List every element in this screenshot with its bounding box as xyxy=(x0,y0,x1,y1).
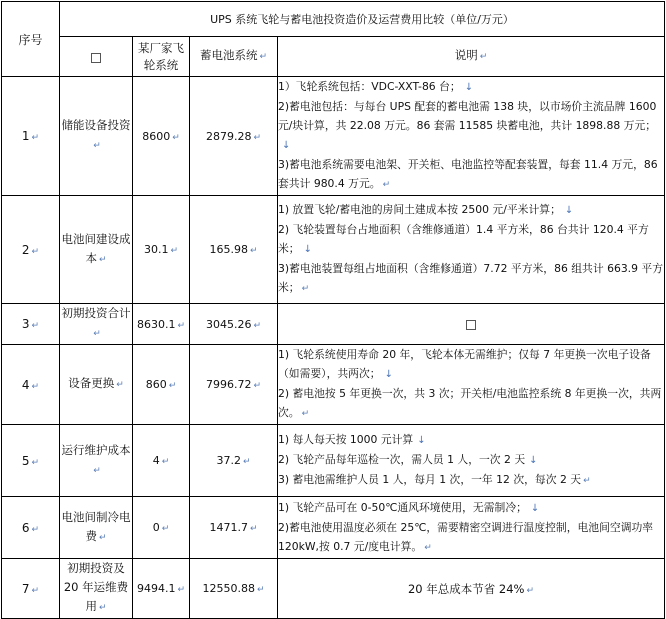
row-flywheel-value: 8630.1 ↵ xyxy=(133,304,190,345)
header-desc: 说明 ↵ xyxy=(278,37,665,77)
row-battery-value: 1471.7 ↵ xyxy=(190,497,278,559)
checkbox-glyph-icon xyxy=(91,53,101,63)
table-title: UPS 系统飞轮与蓄电池投资造价及运营费用比较（单位/万元） xyxy=(60,2,665,37)
row-description xyxy=(278,425,665,497)
header-row xyxy=(2,37,665,77)
desc-line: 2) 飞轮产品每年巡检一次，需人员 1 人，一次 2 天 ↓ xyxy=(278,453,538,466)
table-row xyxy=(2,304,665,345)
desc-line: 3) 蓄电池需维护人员 1 人，每月 1 次，一年 12 次，每次 2 天 ↵ xyxy=(278,473,591,486)
row-item: 初期投资及 20 年运维费用 ↵ xyxy=(60,559,133,619)
table-row xyxy=(2,345,665,425)
row-description-empty xyxy=(278,304,665,345)
row-description xyxy=(278,77,665,196)
row-item: 电池间制冷电费 ↵ xyxy=(60,497,133,559)
desc-line: 1）飞轮系统包括：VDC-XXT-86 台； ↓ xyxy=(278,80,474,93)
desc-line: 1) 每人每天按 1000 元计算 ↓ xyxy=(278,433,426,446)
desc-line: 2)蓄电池包括：与每台 UPS 配套的蓄电池需 138 块，以市场价主流品牌 1600 元/块计算，共 22.08 万元。86 套需 11585 块蓄电池，共计 1898.88 万元；↓ xyxy=(278,100,657,151)
row-seq: 5 ↵ xyxy=(2,425,60,497)
desc-line: 3)蓄电池系统需要电池架、开关柜、电池监控等配套装置，每套 11.4 万元，86 套共计 980.4 万元。 ↵ xyxy=(278,158,658,190)
table-row xyxy=(2,497,665,559)
desc-line: 2) 蓄电池按 5 年更换一次，共 3 次；开关柜/电池监控系统 8 年更换一次，共两次。 ↵ xyxy=(278,387,662,419)
title-row xyxy=(2,2,665,37)
row-seq: 7 ↵ xyxy=(2,559,60,619)
desc-line: 1) 飞轮系统使用寿命 20 年，飞轮本体无需维护；仅每 7 年更换一次电子设备（如需要），共两次； ↓ xyxy=(278,348,651,380)
row-battery-value: 7996.72 ↵ xyxy=(190,345,278,425)
desc-line: 3)蓄电池装置每组占地面积（含维修通道）7.72 平方米，86 组共计 663.9 平方米； ↵ xyxy=(278,262,664,294)
header-seq: 序号 xyxy=(2,2,60,77)
row-flywheel-value: 8600 ↵ xyxy=(133,77,190,196)
row-item: 设备更换 ↵ xyxy=(60,345,133,425)
desc-line: 1) 飞轮产品可在 0-50℃通风环境使用，无需制冷； ↓ xyxy=(278,500,540,514)
row-seq: 1 ↵ xyxy=(2,77,60,196)
header-battery: 蓄电池系统 ↵ xyxy=(190,37,278,77)
row-description xyxy=(278,345,665,425)
table-row xyxy=(2,425,665,497)
row-flywheel-value: 0 ↵ xyxy=(133,497,190,559)
row-battery-value: 2879.28 ↵ xyxy=(190,77,278,196)
header-item-placeholder xyxy=(60,37,133,77)
row-seq: 6 ↵ xyxy=(2,497,60,559)
comparison-table xyxy=(1,1,665,619)
row-seq: 2 ↵ xyxy=(2,196,60,304)
row-description xyxy=(278,497,665,559)
desc-line: 2)蓄电池使用温度必须在 25℃，需要精密空调进行温度控制，电池间空调功率 120kW,按 0.7 元/度电计算。 ↵ xyxy=(278,520,654,553)
desc-line: 2) 飞轮装置每台占地面积（含维修通道）1.4 平方米，86 台共计 120.4 平方米； ↓ xyxy=(278,223,649,255)
row-seq: 3 ↵ xyxy=(2,304,60,345)
row-item: 储能设备投资↵ xyxy=(60,77,133,196)
row-item: 电池间建设成本 ↵ xyxy=(60,196,133,304)
header-flywheel: 某厂家飞轮系统 xyxy=(133,37,190,77)
row-flywheel-value: 9494.1 ↵ xyxy=(133,559,190,619)
row-flywheel-value: 30.1 ↵ xyxy=(133,196,190,304)
row-flywheel-value: 4 ↵ xyxy=(133,425,190,497)
desc-line: 1) 放置飞轮/蓄电池的房间土建成本按 2500 元/平米计算； ↓ xyxy=(278,203,574,216)
row-item: 运行维护成本↵ xyxy=(60,425,133,497)
table-row xyxy=(2,196,665,304)
row-item: 初期投资合计↵ xyxy=(60,304,133,345)
table-row xyxy=(2,77,665,196)
row-battery-value: 165.98 ↵ xyxy=(190,196,278,304)
row-seq: 4 ↵ xyxy=(2,345,60,425)
row-battery-value: 3045.26 ↵ xyxy=(190,304,278,345)
row-description xyxy=(278,196,665,304)
row-summary: 20 年总成本节省 24% ↵ xyxy=(278,559,665,619)
checkbox-glyph-icon xyxy=(466,320,476,330)
row-flywheel-value: 860 ↵ xyxy=(133,345,190,425)
row-battery-value: 37.2 ↵ xyxy=(190,425,278,497)
row-battery-value: 12550.88 ↵ xyxy=(190,559,278,619)
